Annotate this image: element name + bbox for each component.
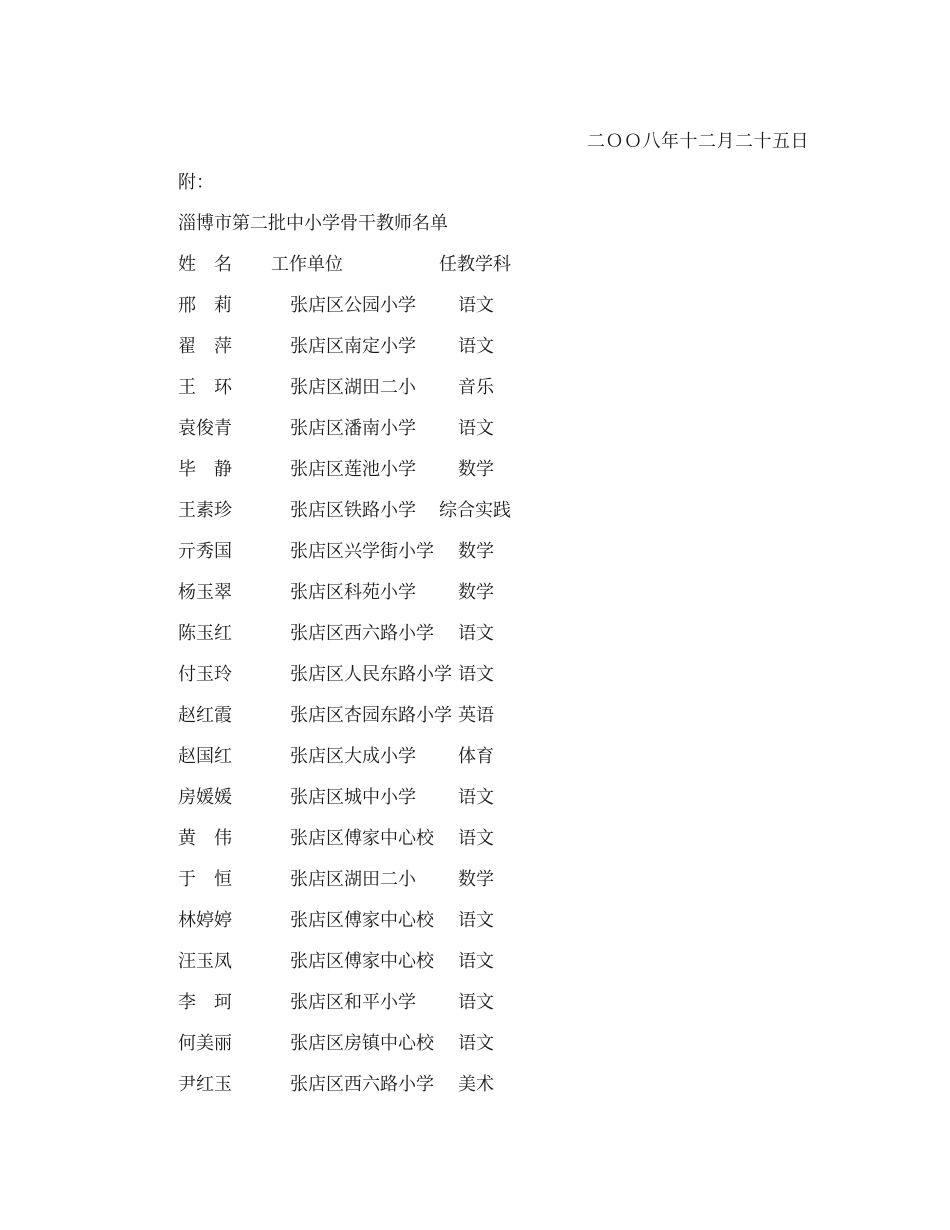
teacher-subject: 数学 [458, 541, 494, 562]
teacher-unit: 张店区铁路小学 [290, 500, 416, 521]
teacher-subject: 数学 [458, 459, 494, 480]
table-row [0, 1029, 950, 1055]
teacher-subject: 英语 [458, 705, 494, 726]
teacher-unit: 张店区傅家中心校 [290, 828, 434, 849]
teacher-unit: 张店区公园小学 [290, 295, 416, 316]
teacher-name: 翟 萍 [178, 336, 232, 357]
table-row [0, 660, 950, 686]
teacher-unit: 张店区兴学街小学 [290, 541, 434, 562]
teacher-unit: 张店区大成小学 [290, 746, 416, 767]
teacher-name: 袁俊青 [178, 418, 232, 439]
table-row [0, 1070, 950, 1096]
teacher-unit: 张店区科苑小学 [290, 582, 416, 603]
list-title: 淄博市第二批中小学骨干教师名单 [178, 213, 448, 234]
teacher-name: 毕 静 [178, 459, 232, 480]
teacher-name: 赵国红 [178, 746, 232, 767]
teacher-subject: 体育 [458, 746, 494, 767]
table-row [0, 373, 950, 399]
teacher-unit: 张店区南定小学 [290, 336, 416, 357]
table-row [0, 824, 950, 850]
table-row [0, 291, 950, 317]
teacher-unit: 张店区城中小学 [290, 787, 416, 808]
header-subject: 任教学科 [439, 254, 511, 275]
teacher-unit: 张店区湖田二小 [290, 377, 416, 398]
teacher-name: 尹红玉 [178, 1074, 232, 1095]
teacher-subject: 语文 [458, 623, 494, 644]
table-row [0, 742, 950, 768]
teacher-subject: 语文 [458, 787, 494, 808]
table-row [0, 988, 950, 1014]
teacher-subject: 语文 [458, 418, 494, 439]
table-row [0, 783, 950, 809]
teacher-subject: 数学 [458, 582, 494, 603]
teacher-unit: 张店区湖田二小 [290, 869, 416, 890]
teacher-name: 于 恒 [178, 869, 232, 890]
teacher-name: 李 珂 [178, 992, 232, 1013]
teacher-subject: 音乐 [458, 377, 494, 398]
table-row [0, 865, 950, 891]
teacher-subject: 语文 [458, 1033, 494, 1054]
teacher-unit: 张店区傅家中心校 [290, 951, 434, 972]
teacher-unit: 张店区房镇中心校 [290, 1033, 434, 1054]
teacher-unit: 张店区潘南小学 [290, 418, 416, 439]
teacher-name: 邢 莉 [178, 295, 232, 316]
table-row [0, 414, 950, 440]
header-unit: 工作单位 [271, 254, 343, 275]
teacher-subject: 语文 [458, 336, 494, 357]
table-row [0, 619, 950, 645]
teacher-unit: 张店区和平小学 [290, 992, 416, 1013]
teacher-unit: 张店区莲池小学 [290, 459, 416, 480]
document-date: 二ＯＯ八年十二月二十五日 [587, 131, 809, 152]
teacher-name: 陈玉红 [178, 623, 232, 644]
table-row [0, 906, 950, 932]
teacher-name: 赵红霞 [178, 705, 232, 726]
teacher-subject: 语文 [458, 951, 494, 972]
table-row [0, 947, 950, 973]
teacher-name: 汪玉凤 [178, 951, 232, 972]
teacher-subject: 数学 [458, 869, 494, 890]
table-row [0, 332, 950, 358]
teacher-name: 房媛媛 [178, 787, 232, 808]
teacher-name: 王素珍 [178, 500, 232, 521]
teacher-unit: 张店区西六路小学 [290, 623, 434, 644]
teacher-subject: 语文 [458, 992, 494, 1013]
teacher-unit: 张店区人民东路小学 [290, 664, 452, 685]
teacher-name: 王 环 [178, 377, 232, 398]
teacher-subject: 语文 [458, 295, 494, 316]
table-row [0, 701, 950, 727]
table-row [0, 455, 950, 481]
teacher-name: 杨玉翠 [178, 582, 232, 603]
table-row [0, 578, 950, 604]
teacher-name: 何美丽 [178, 1033, 232, 1054]
teacher-subject: 美术 [458, 1074, 494, 1095]
teacher-name: 亓秀国 [178, 541, 232, 562]
teacher-subject: 语文 [458, 664, 494, 685]
teacher-unit: 张店区杏园东路小学 [290, 705, 452, 726]
teacher-subject: 语文 [458, 910, 494, 931]
appendix-label: 附： [178, 172, 214, 193]
teacher-unit: 张店区傅家中心校 [290, 910, 434, 931]
table-header [0, 250, 950, 276]
teacher-subject: 语文 [458, 828, 494, 849]
teacher-name: 林婷婷 [178, 910, 232, 931]
header-name: 姓 名 [178, 254, 232, 275]
teacher-name: 黄 伟 [178, 828, 232, 849]
table-row [0, 496, 950, 522]
teacher-subject: 综合实践 [439, 500, 511, 521]
table-row [0, 537, 950, 563]
teacher-name: 付玉玲 [178, 664, 232, 685]
teacher-unit: 张店区西六路小学 [290, 1074, 434, 1095]
